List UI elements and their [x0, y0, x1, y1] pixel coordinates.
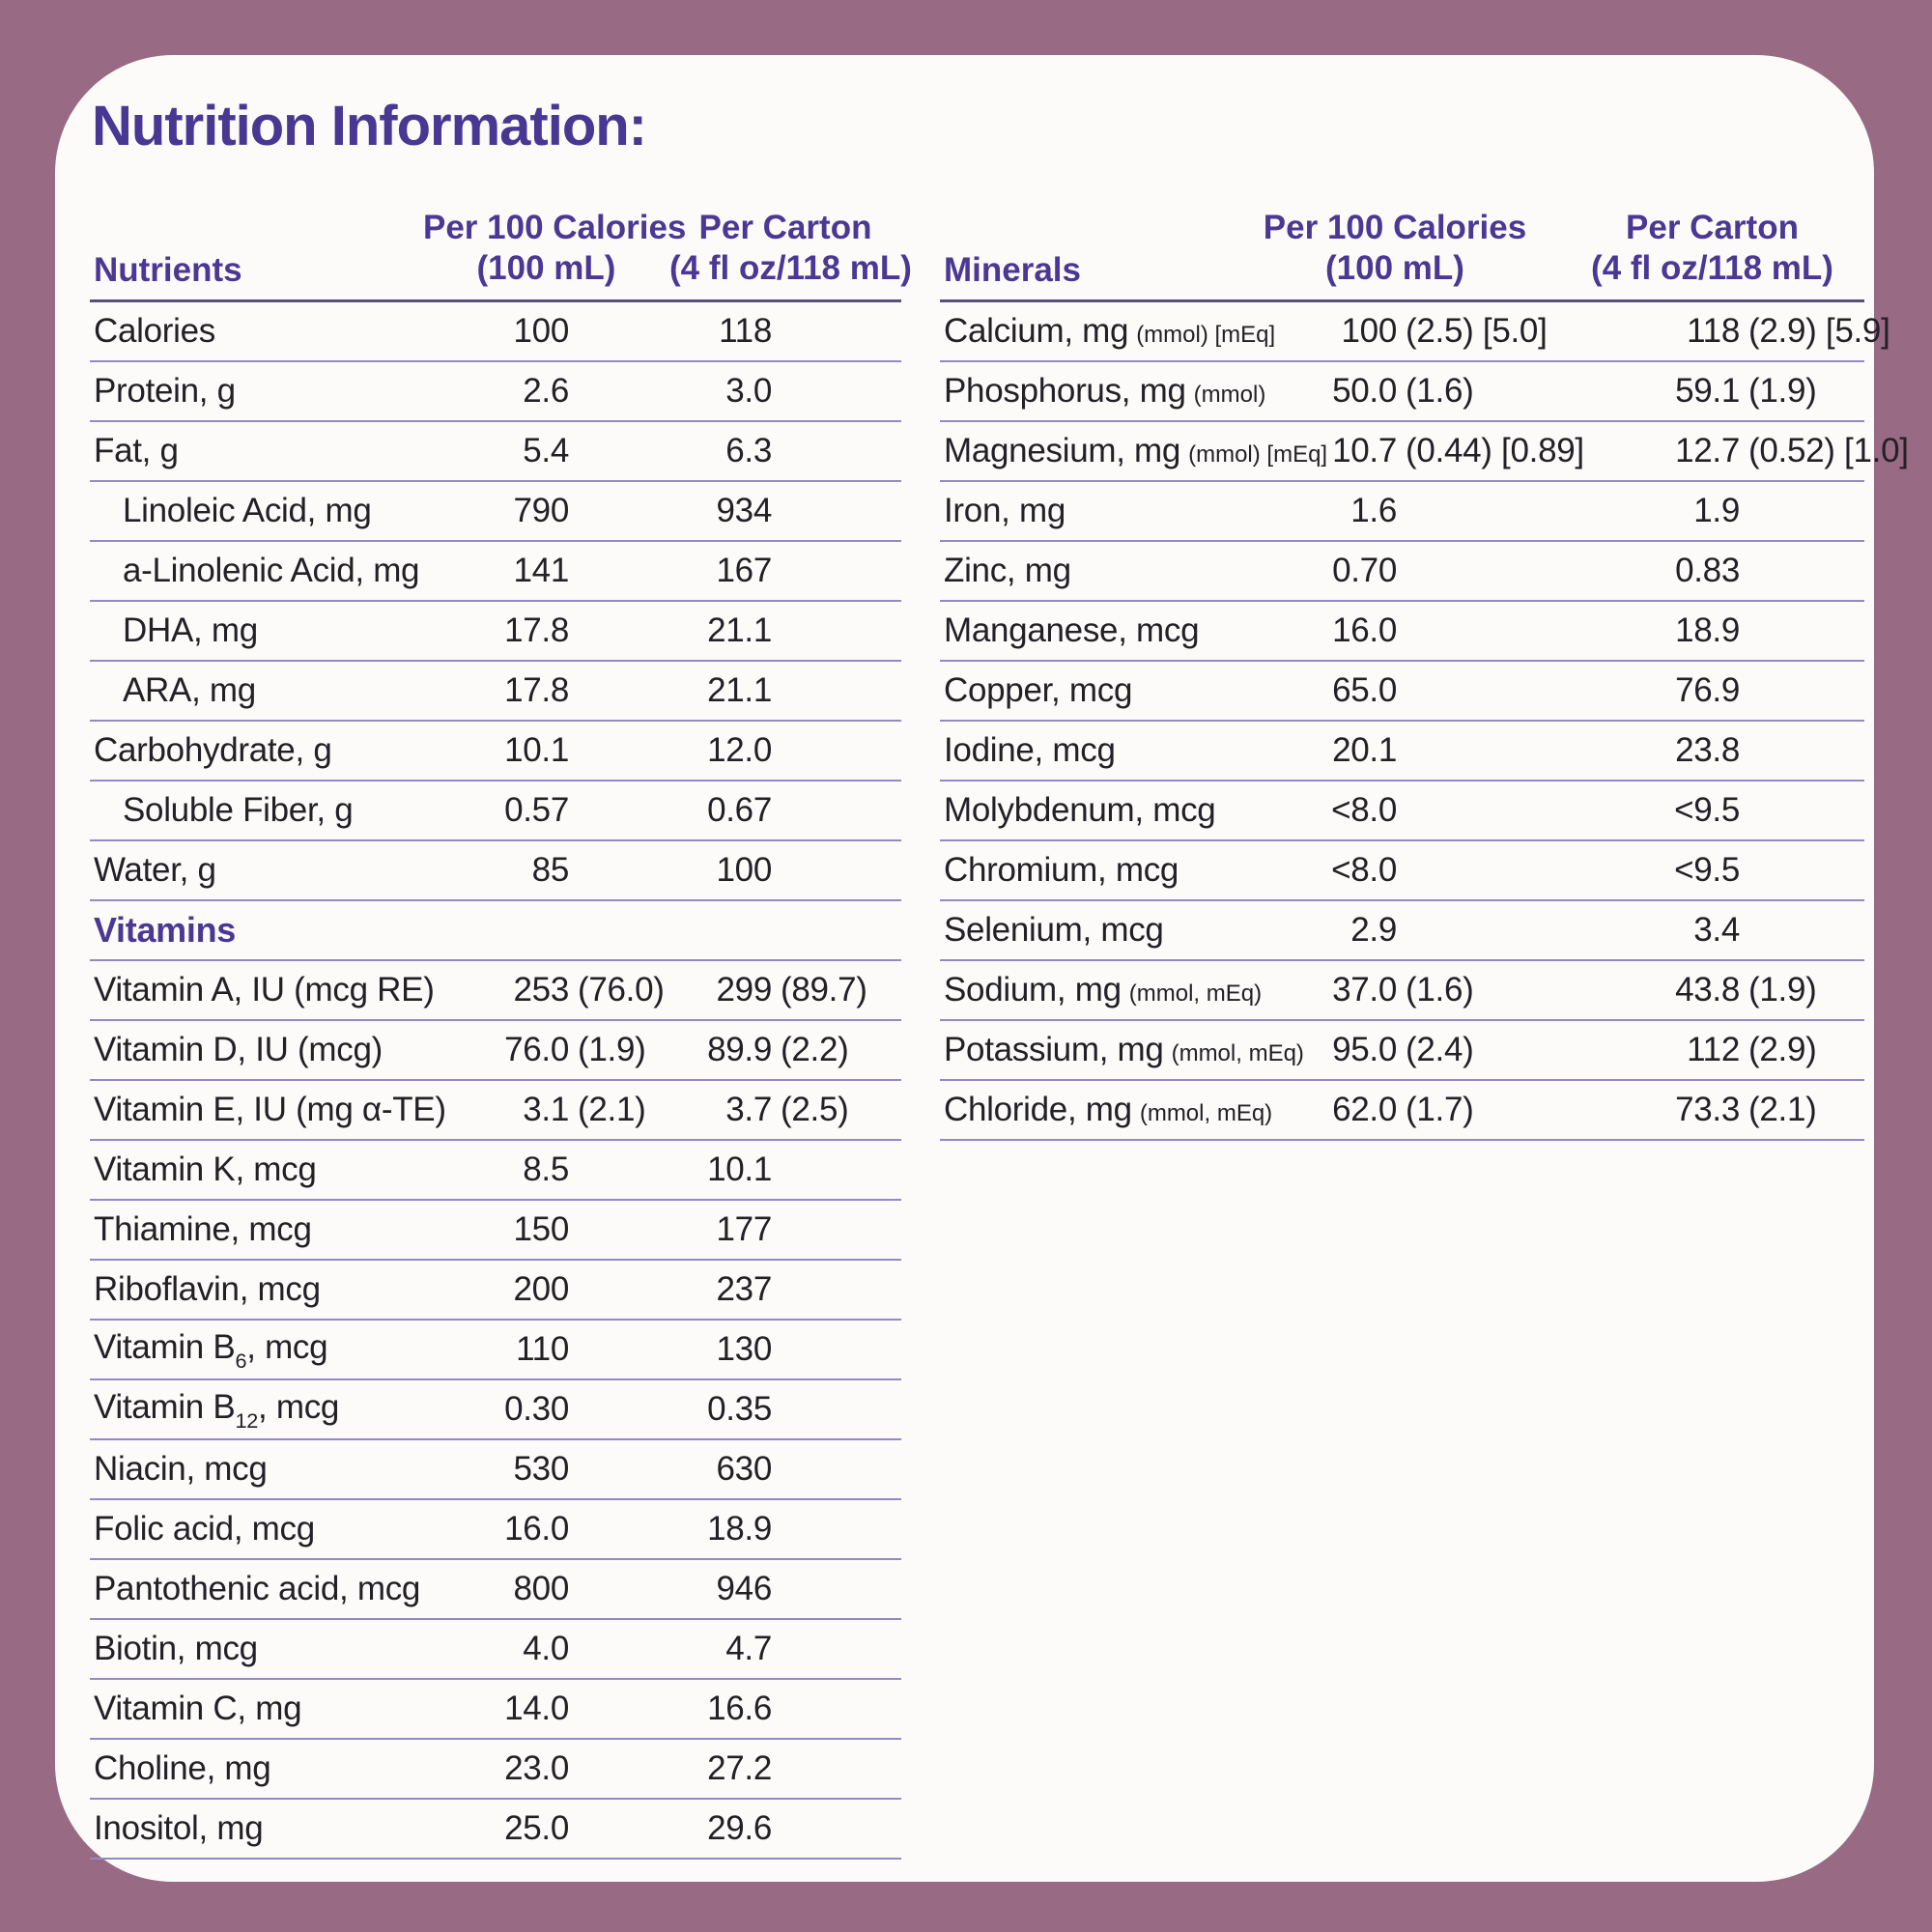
per-100-calories-value: 65.0: [1332, 671, 1397, 709]
table-row: [940, 482, 1864, 542]
nutrient-label: Chromium, mcg: [944, 851, 1179, 889]
per-100-calories-value: 100: [513, 312, 569, 350]
per-100-calories-value: 253 (76.0): [513, 971, 665, 1009]
nutrient-label: Magnesium, mg (mmol) [mEq]: [944, 432, 1328, 469]
per-carton-value: 10.1: [707, 1151, 772, 1188]
per-100-calories-value: 10.1: [504, 731, 569, 769]
per-100-calories-value: 20.1: [1332, 731, 1397, 769]
nutrient-label: Protein, g: [94, 372, 236, 410]
per-carton-value: 934: [716, 492, 772, 529]
per-100-calories-value: 0.70: [1332, 552, 1397, 589]
nutrients-table-rows: [90, 302, 901, 1860]
table-row: [940, 722, 1864, 781]
minerals-table-rows: [940, 302, 1909, 1141]
nutrient-label: Water, g: [94, 851, 216, 889]
nutrient-label: Vitamin $B_{12}$, mcg: [94, 1387, 340, 1433]
per-carton-value: 0.35: [707, 1390, 772, 1428]
per-100-calories-value: 2.9: [1350, 911, 1397, 949]
column-header-per-100-calories: Per 100 Calories (100 mL): [423, 208, 687, 288]
table-row: [940, 841, 1864, 901]
table-row: [90, 1680, 901, 1740]
per-100-calories-value: 141: [513, 552, 569, 589]
unit-note: (mmol) [mEq]: [1136, 322, 1276, 348]
nutrient-label: Riboflavin, mcg: [94, 1270, 321, 1308]
nutrient-label: Vitamin C, mg: [94, 1690, 302, 1727]
nutrient-label: Niacin, mcg: [94, 1450, 268, 1488]
per-carton-value: 237: [716, 1270, 772, 1308]
per-100-calories-value: 530: [513, 1450, 569, 1488]
nutrient-label: Carbohydrate, g: [94, 731, 332, 769]
per-carton-value: 21.1: [707, 611, 772, 649]
table-row: [940, 662, 1864, 722]
per-100-calories-value: 37.0 (1.6): [1332, 971, 1474, 1009]
table-row: [940, 602, 1864, 662]
nutrient-label: Inositol, mg: [94, 1809, 264, 1847]
per-carton-value: 0.67: [707, 791, 772, 829]
nutrient-label: Phosphorus, mg (mmol): [944, 372, 1266, 410]
table-row: [940, 961, 1864, 1021]
table-row: [90, 1261, 901, 1321]
table-row: [90, 302, 901, 362]
per-100-calories-value: 95.0 (2.4): [1332, 1031, 1474, 1068]
per-carton-value: 1.9: [1693, 492, 1740, 529]
unit-note: (mmol, mEq): [1128, 980, 1263, 1007]
nutrient-label: Folic acid, mcg: [94, 1510, 315, 1548]
table-row: [90, 1800, 901, 1860]
per-carton-value: 4.7: [725, 1630, 772, 1667]
table-row: [90, 1560, 901, 1620]
nutrient-label: Potassium, mg (mmol, mEq): [944, 1031, 1304, 1068]
nutrient-label: Copper, mcg: [944, 671, 1133, 709]
per-100-calories-value: <8.0: [1331, 791, 1397, 829]
per-100-calories-value: 790: [513, 492, 569, 529]
table-row: [90, 482, 901, 542]
table-row: [90, 1380, 901, 1440]
per-carton-value: <9.5: [1674, 791, 1740, 829]
section-title: Vitamins: [94, 910, 236, 950]
per-100-calories-value: 2.6: [523, 372, 569, 410]
per-carton-value: 6.3: [725, 432, 772, 469]
per-carton-value: 130: [716, 1330, 772, 1368]
per-carton-value: 112 (2.9): [1687, 1031, 1817, 1068]
table-row: [90, 1081, 901, 1141]
nutrient-label: Vitamin $B_6$, mcg: [94, 1327, 328, 1373]
nutrient-label: Vitamin E, IU (mg α-TE): [94, 1091, 446, 1128]
per-carton-value: 3.4: [1693, 911, 1740, 949]
nutrient-label: Choline, mg: [94, 1749, 271, 1787]
per-carton-value: 73.3 (2.1): [1675, 1091, 1817, 1128]
per-100-calories-value: 14.0: [504, 1690, 569, 1727]
column-header-nutrients: Nutrients: [94, 251, 242, 289]
per-100-calories-value: 10.7 (0.44) [0.89]: [1332, 432, 1584, 469]
table-row: [940, 542, 1864, 602]
table-row: [90, 602, 901, 662]
per-carton-value: 89.9 (2.2): [707, 1031, 849, 1068]
per-100-calories-value: 50.0 (1.6): [1332, 372, 1474, 410]
per-carton-value: 21.1: [707, 671, 772, 709]
table-row: [90, 1141, 901, 1201]
nutrient-label: Vitamin K, mcg: [94, 1151, 317, 1188]
nutrient-label: ARA, mg: [123, 671, 256, 709]
nutrition-card: [55, 55, 1909, 1882]
per-carton-value: 946: [716, 1570, 772, 1607]
per-100-calories-value: 200: [513, 1270, 569, 1308]
nutrient-label: Sodium, mg (mmol, mEq): [944, 971, 1263, 1009]
per-carton-value: 16.6: [707, 1690, 772, 1727]
per-100-calories-value: 4.0: [523, 1630, 569, 1667]
per-carton-value: 18.9: [1675, 611, 1740, 649]
per-100-calories-value: 25.0: [504, 1809, 569, 1847]
per-100-calories-value: <8.0: [1331, 851, 1397, 889]
column-header-per-carton: Per Carton (4 fl oz/118 mL): [1591, 208, 1833, 288]
column-header-minerals: Minerals: [944, 251, 1081, 289]
nutrient-label: Iron, mg: [944, 492, 1065, 529]
per-100-calories-value: 8.5: [523, 1151, 569, 1188]
per-carton-value: 118: [719, 312, 772, 350]
table-row: [940, 781, 1864, 841]
per-100-calories-value: 16.0: [504, 1510, 569, 1548]
minerals-table: [940, 193, 1909, 1141]
per-carton-value: 299 (89.7): [716, 971, 867, 1009]
per-carton-value: 12.7 (0.52) [1.0]: [1675, 432, 1909, 469]
nutrient-label: Pantothenic acid, mcg: [94, 1570, 421, 1607]
unit-note: (mmol) [mEq]: [1188, 441, 1328, 468]
table-row: [90, 662, 901, 722]
per-carton-value: 59.1 (1.9): [1675, 372, 1817, 410]
per-carton-value: 23.8: [1675, 731, 1740, 769]
table-row: [90, 1620, 901, 1680]
nutrient-label: Iodine, mcg: [944, 731, 1116, 769]
minerals-table-header: [940, 193, 1864, 302]
column-header-per-carton: Per Carton (4 fl oz/118 mL): [669, 208, 912, 288]
per-carton-value: 43.8 (1.9): [1675, 971, 1817, 1009]
per-carton-value: 118 (2.9) [5.9]: [1687, 312, 1890, 350]
table-row: [940, 362, 1864, 422]
table-row: [940, 1021, 1864, 1081]
per-100-calories-value: 17.8: [504, 611, 569, 649]
per-carton-value: 630: [716, 1450, 772, 1488]
per-100-calories-value: 62.0 (1.7): [1332, 1091, 1474, 1128]
nutrient-label: Zinc, mg: [944, 552, 1071, 589]
table-row: [90, 961, 901, 1021]
unit-note: (mmol): [1193, 382, 1266, 408]
table-row: [90, 722, 901, 781]
nutrient-label: Vitamin D, IU (mcg): [94, 1031, 383, 1068]
per-carton-value: 3.7 (2.5): [725, 1091, 849, 1128]
table-row: [940, 302, 1890, 362]
table-row: [90, 1021, 901, 1081]
nutrient-label: Soluble Fiber, g: [123, 791, 354, 829]
nutrients-table: [90, 193, 912, 1860]
nutrient-label: Manganese, mcg: [944, 611, 1200, 649]
page-title: Nutrition Information:: [92, 95, 647, 157]
table-row: [940, 422, 1909, 482]
per-100-calories-value: 3.1 (2.1): [523, 1091, 646, 1128]
per-carton-value: 0.83: [1675, 552, 1740, 589]
nutrient-label: Thiamine, mcg: [94, 1210, 312, 1248]
table-row: [90, 1440, 901, 1500]
per-100-calories-value: 16.0: [1332, 611, 1397, 649]
per-100-calories-value: 1.6: [1350, 492, 1397, 529]
per-100-calories-value: 0.57: [504, 791, 569, 829]
nutrient-label: Calories: [94, 312, 215, 350]
per-100-calories-value: 0.30: [504, 1390, 569, 1428]
table-row: [90, 841, 901, 901]
per-carton-value: 76.9: [1675, 671, 1740, 709]
per-carton-value: 3.0: [725, 372, 772, 410]
unit-note: (mmol, mEq): [1139, 1100, 1273, 1126]
table-row: [90, 1500, 901, 1560]
section-header-row: [90, 901, 901, 961]
per-100-calories-value: 150: [513, 1210, 569, 1248]
nutrient-label: Calcium, mg (mmol) [mEq]: [944, 312, 1276, 350]
per-100-calories-value: 110: [516, 1330, 569, 1368]
nutrient-label: Chloride, mg (mmol, mEq): [944, 1091, 1273, 1128]
per-100-calories-value: 76.0 (1.9): [504, 1031, 646, 1068]
table-row: [90, 422, 901, 482]
per-carton-value: 29.6: [707, 1809, 772, 1847]
column-header-per-100-calories: Per 100 Calories (100 mL): [1263, 208, 1527, 288]
per-100-calories-value: 23.0: [504, 1749, 569, 1787]
nutrient-label: Linoleic Acid, mg: [123, 492, 372, 529]
per-100-calories-value: 17.8: [504, 671, 569, 709]
per-carton-value: 12.0: [707, 731, 772, 769]
per-carton-value: 177: [716, 1210, 772, 1248]
per-carton-value: 100: [716, 851, 772, 889]
per-carton-value: <9.5: [1674, 851, 1740, 889]
table-row: [940, 901, 1864, 961]
per-100-calories-value: 100 (2.5) [5.0]: [1341, 312, 1548, 350]
nutrients-table-header: [90, 193, 912, 302]
nutrient-label: Molybdenum, mcg: [944, 791, 1216, 829]
table-row: [90, 781, 901, 841]
table-row: [90, 542, 901, 602]
nutrient-label: Biotin, mcg: [94, 1630, 258, 1667]
unit-note: (mmol, mEq): [1171, 1040, 1304, 1066]
nutrient-label: DHA, mg: [123, 611, 258, 649]
table-row: [90, 362, 901, 422]
per-100-calories-value: 800: [513, 1570, 569, 1607]
table-row: [90, 1321, 901, 1380]
table-row: [90, 1740, 901, 1800]
per-carton-value: 27.2: [707, 1749, 772, 1787]
nutrient-label: Vitamin A, IU (mcg RE): [94, 971, 435, 1009]
table-row: [940, 1081, 1864, 1141]
nutrient-label: Fat, g: [94, 432, 179, 469]
per-carton-value: 167: [716, 552, 772, 589]
per-100-calories-value: 85: [531, 851, 569, 889]
nutrient-label: a-Linolenic Acid, mg: [123, 552, 420, 589]
table-row: [90, 1201, 901, 1261]
per-100-calories-value: 5.4: [523, 432, 569, 469]
nutrient-label: Selenium, mcg: [944, 911, 1164, 949]
per-carton-value: 18.9: [707, 1510, 772, 1548]
